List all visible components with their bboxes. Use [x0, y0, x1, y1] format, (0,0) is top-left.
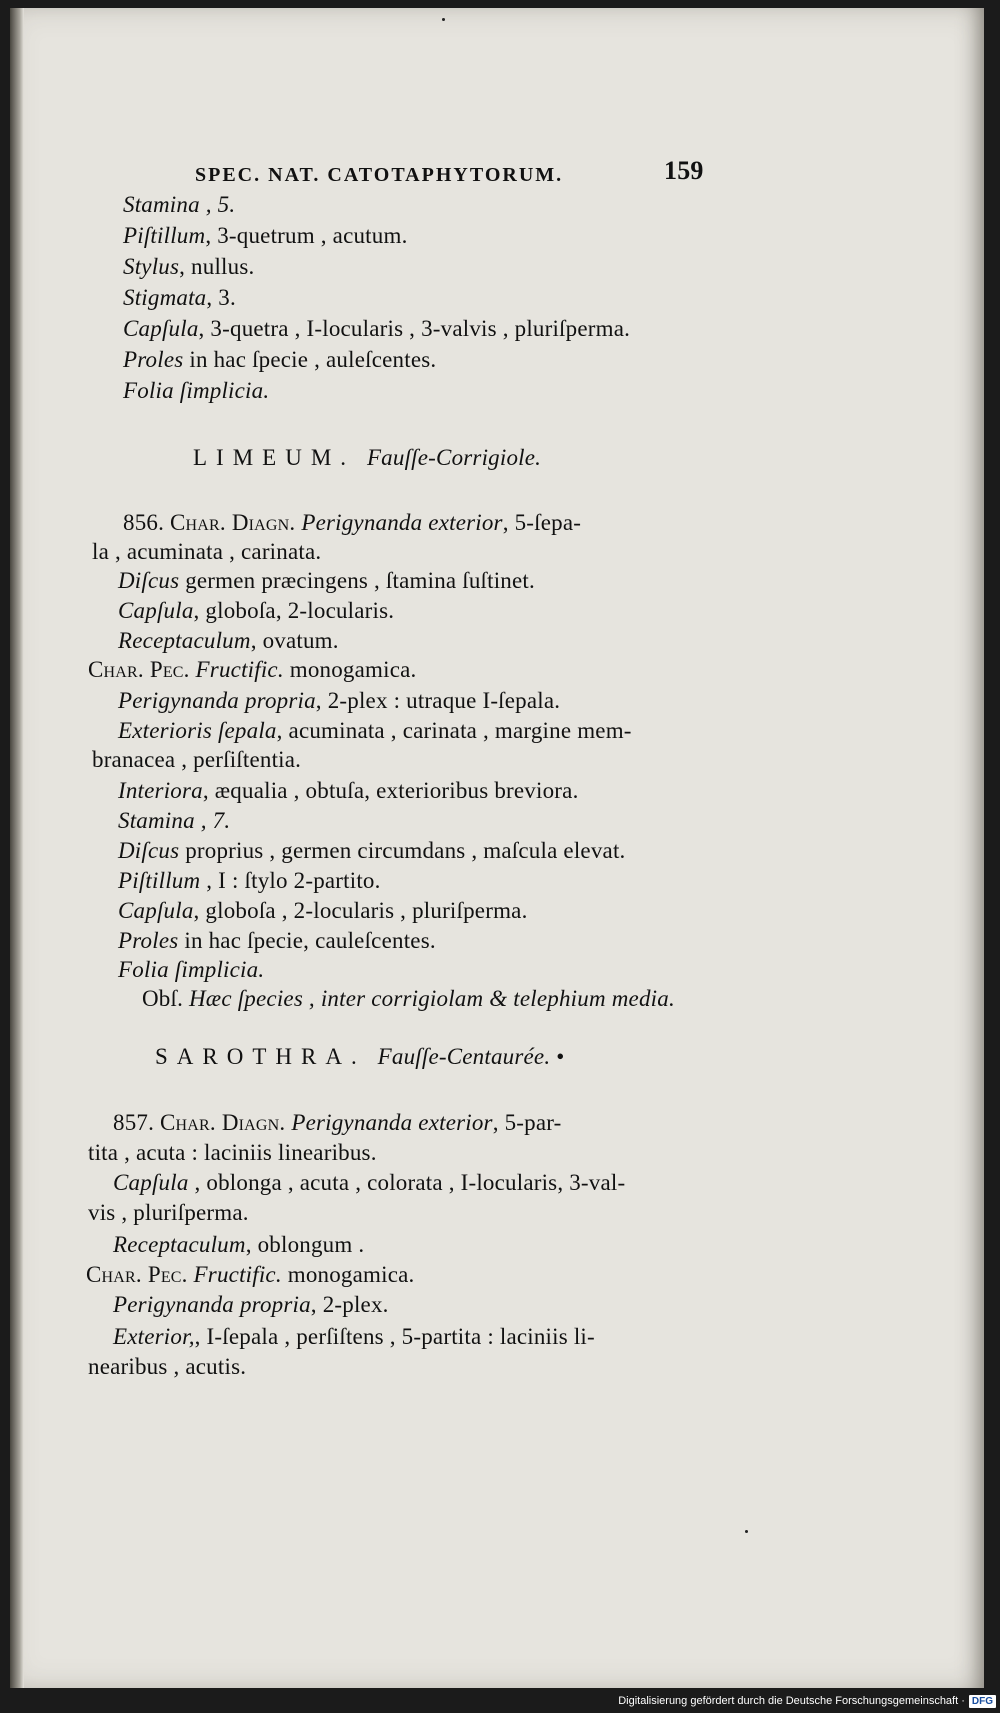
credit-text: Digitalisierung gefördert durch die Deutsche Forschungsgemeinschaft ·	[618, 1695, 965, 1707]
text-line: Piſtillum, 3-quetrum , acutum.	[123, 223, 408, 248]
text-line: 857. Char. Diagn. Perigynanda exterior, 5-par-	[113, 1110, 562, 1135]
paper-speck	[442, 18, 445, 21]
text-line: Exterior,, I-ſepala , perſiſtens , 5-partita : laciniis li-	[113, 1324, 595, 1349]
text-line: Receptaculum, oblongum .	[113, 1232, 365, 1257]
text-line: Char. Pec. Fructific. monogamica.	[86, 1262, 415, 1287]
text-line: la , acuminata , carinata.	[92, 539, 322, 564]
paper-speck	[745, 1530, 748, 1533]
text-line: Folia ſimplicia.	[118, 957, 265, 982]
text-line: Perigynanda propria, 2-plex : utraque I-ſepala.	[118, 688, 561, 713]
page-number: 159	[664, 156, 704, 185]
text-line: nearibus , acutis.	[88, 1354, 247, 1379]
text-line: Capſula , oblonga , acuta , colorata , I-locularis, 3-val-	[113, 1170, 626, 1195]
genus-heading-limeum: LIMEUM. Fauſſe-Corrigiole.	[193, 445, 542, 470]
text-line: Receptaculum, ovatum.	[118, 628, 339, 653]
text-line: branacea , perſiſtentia.	[92, 747, 302, 772]
text-line: Diſcus proprius , germen circumdans , maſcula elevat.	[118, 838, 626, 863]
genus-heading-sarothra: SAROTHRA. Fauſſe-Centaurée. •	[155, 1044, 565, 1069]
text-line: Diſcus germen præcingens , ſtamina ſuſtinet.	[118, 568, 535, 593]
text-line: Stylus, nullus.	[123, 254, 255, 279]
text-line: Perigynanda propria, 2-plex.	[113, 1292, 389, 1317]
text-line: Char. Pec. Fructific. monogamica.	[88, 657, 417, 682]
dfg-logo: DFG	[969, 1695, 996, 1708]
text-line: Capſula, 3-quetra , I-locularis , 3-valvis , pluriſperma.	[123, 316, 631, 341]
page-gutter	[10, 8, 24, 1688]
text-line: Folia ſimplicia.	[123, 378, 270, 403]
running-title: SPEC. NAT. CATOTAPHYTORUM.	[195, 164, 564, 186]
text-line: 856. Char. Diagn. Perigynanda exterior, 5-ſepa-	[123, 510, 582, 535]
text-line: Obſ. Hæc ſpecies , inter corrigiolam & telephium media.	[142, 986, 675, 1011]
text-line: Proles in hac ſpecie, cauleſcentes.	[118, 928, 436, 953]
text-line: Stamina , 5.	[123, 192, 236, 217]
text-line: Piſtillum , I : ſtylo 2-partito.	[118, 868, 381, 893]
text-line: Stigmata, 3.	[123, 285, 236, 310]
text-line: Proles in hac ſpecie , auleſcentes.	[123, 347, 437, 372]
text-line: Capſula, globoſa, 2-locularis.	[118, 598, 395, 623]
text-line: Interiora, æqualia , obtuſa, exterioribus breviora.	[118, 778, 579, 803]
text-line: Stamina , 7.	[118, 808, 231, 833]
text-line: Capſula, globoſa , 2-locularis , pluriſperma.	[118, 898, 528, 923]
text-line: Exterioris ſepala, acuminata , carinata , margine mem-	[118, 718, 632, 743]
text-line: tita , acuta : laciniis linearibus.	[88, 1140, 377, 1165]
text-line: vis , pluriſperma.	[88, 1200, 249, 1225]
digitization-credit	[0, 1690, 1000, 1713]
